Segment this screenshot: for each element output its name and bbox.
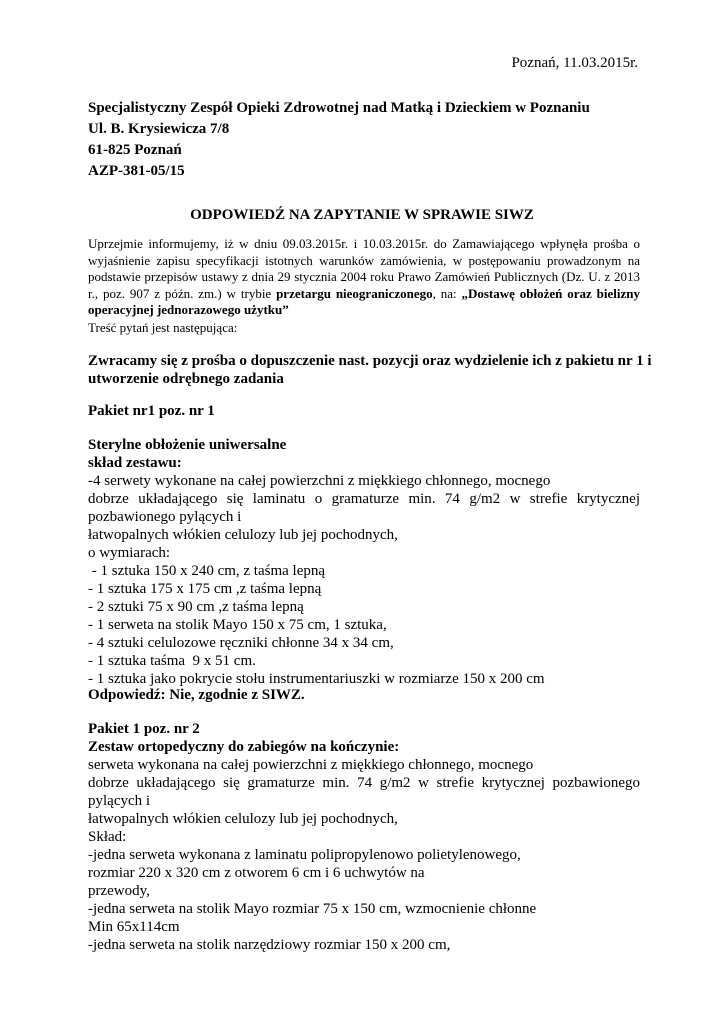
item1-title: Sterylne obłożenie uniwersalne	[88, 437, 287, 453]
intro-tender-mode: przetargu nieograniczonego	[276, 285, 433, 301]
pakiet1-heading: Pakiet nr1 poz. nr 1	[88, 403, 215, 419]
item2-line: dobrze układającego się gramaturze min. 74 g/m2 w strefie krytycznej pozbawionego	[88, 775, 640, 791]
item1-line: - 1 serweta na stolik Mayo 150 x 75 cm, 1 sztuka,	[88, 617, 387, 633]
address-line: 61-825 Poznań	[88, 142, 182, 158]
item1-section	[88, 436, 640, 688]
document-date: Poznań, 11.03.2015r.	[511, 55, 638, 71]
recipient-address	[88, 98, 590, 182]
item1-line: - 1 sztuka 175 x 175 cm ,z taśma lepną	[88, 581, 322, 597]
item2-line: łatwopalnych włókien celulozy lub jej pochodnych,	[88, 811, 398, 827]
item2-title: Zestaw ortopedyczny do zabiegów na kończynie:	[88, 739, 400, 755]
item1-line: - 4 sztuki celulozowe ręczniki chłonne 34 x 34 cm,	[88, 635, 394, 651]
address-line: Specjalistyczny Zespół Opieki Zdrowotnej nad Matką i Dzieckiem w Poznaniu	[88, 100, 590, 116]
item2-line: Skład:	[88, 829, 127, 845]
item1-line: dobrze układającego się laminatu o gramaturze min. 74 g/m2 w strefie krytycznej	[88, 491, 640, 507]
item2-line: -jedna serweta na stolik Mayo rozmiar 75 x 150 cm, wzmocnienie chłonne	[88, 901, 537, 917]
item1-line: pozbawionego pylących i	[88, 509, 242, 525]
intro-text: Uprzejmie informujemy, iż w dniu 09.03.2015r. i 10.03.2015r. do Zamawiającego wpłynęła prośba o wyjaśnienie zapisu specyfikacji istotnych warunków zamówienia, w postępowaniu prowadzonym na podstawie przepisów ustawy z dnia 29 stycznia 2004 roku Prawo Zamówień Publicznych (Dz. U. z 2013 r., poz. 907 z późn. zm.) w trybie	[88, 236, 640, 301]
item1-line: - 2 sztuki 75 x 90 cm ,z taśma lepną	[88, 599, 304, 615]
item2-line: przewody,	[88, 883, 150, 899]
item2-section	[88, 720, 640, 954]
questions-label: Treść pytań jest następująca:	[88, 320, 238, 335]
request-line: utworzenie odrębnego zadania	[88, 371, 284, 387]
answer1: Odpowiedź: Nie, zgodnie z SIWZ.	[88, 687, 305, 703]
item2-line: -jedna serweta na stolik narzędziowy rozmiar 150 x 200 cm,	[88, 937, 451, 953]
pakiet2-heading: Pakiet 1 poz. nr 2	[88, 721, 200, 737]
item1-line: - 1 sztuka jako pokrycie stołu instrumentariuszki w rozmiarze 150 x 200 cm	[88, 671, 545, 687]
item2-line: serweta wykonana na całej powierzchni z miękkiego chłonnego, mocnego	[88, 757, 534, 773]
item1-line: łatwopalnych włókien celulozy lub jej pochodnych,	[88, 527, 398, 543]
address-line: Ul. B. Krysiewicza 7/8	[88, 121, 230, 137]
item1-line: o wymiarach:	[88, 545, 171, 561]
request-paragraph	[88, 352, 652, 388]
reference-number: AZP-381-05/15	[88, 163, 185, 179]
intro-paragraph	[88, 236, 640, 319]
document-title: ODPOWIEDŹ NA ZAPYTANIE W SPRAWIE SIWZ	[190, 207, 534, 223]
item2-line: -jedna serweta wykonana z laminatu polipropylenowo polietylenowego,	[88, 847, 521, 863]
intro-subject: „Dostawę obłożeń oraz bielizny operacyjnej jednorazowego użytku”	[88, 285, 641, 317]
item2-line: rozmiar 220 x 320 cm z otworem 6 cm i 6 uchwytów na	[88, 865, 425, 881]
item1-line: - 1 sztuka 150 x 240 cm, z taśma lepną	[88, 563, 326, 579]
item2-line: Min 65x114cm	[88, 919, 180, 935]
item1-subtitle: skład zestawu:	[88, 455, 182, 471]
intro-text: , na:	[432, 285, 462, 301]
item2-line: pylących i	[88, 793, 151, 809]
item1-line: -4 serwety wykonane na całej powierzchni z miękkiego chłonnego, mocnego	[88, 473, 551, 489]
request-line: Zwracamy się z prośba o dopuszczenie nast. pozycji oraz wydzielenie ich z pakietu nr 1 i	[88, 353, 652, 369]
item1-line: - 1 sztuka taśma 9 x 51 cm.	[88, 653, 256, 669]
